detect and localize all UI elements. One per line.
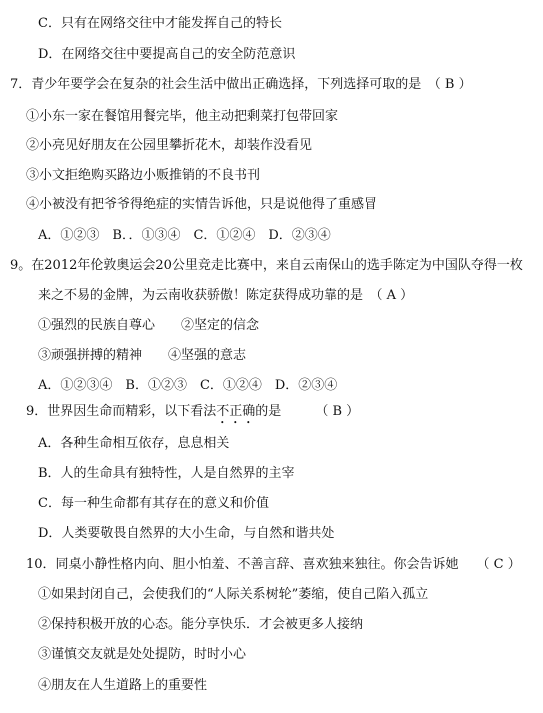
q7-options: A．①②③ B．．①③④ C．①②④ D．②③④ bbox=[38, 228, 331, 243]
q9b-answer: （ B ） bbox=[315, 404, 360, 419]
q9a-stem-line1: 9。在2012年伦敦奥运会20公里竞走比赛中，来自云南保山的选手陈定为中国队夺得一枚 bbox=[10, 258, 523, 273]
q7-item-4: ④小被没有把爷爷得绝症的实情告诉他，只是说他得了重感冒 bbox=[26, 197, 378, 212]
q10-item-1: ①如果封闭自己，会使我们的“人际关系树轮”萎缩，使自己陷入孤立 bbox=[38, 587, 429, 602]
q10-item-4: ④朋友在人生道路上的重要性 bbox=[38, 678, 208, 693]
q10-item-3: ③谨慎交友就是处处提防，时时小心 bbox=[38, 647, 247, 662]
q9b-option-d: D．人类要敬畏自然界的大小生命，与自然和谐共处 bbox=[38, 526, 335, 541]
q7-item-2: ②小亮见好朋友在公园里攀折花木，却装作没看见 bbox=[26, 138, 313, 153]
q9b-stem bbox=[26, 404, 359, 427]
q6-option-d: D．在网络交往中要提高自己的安全防范意识 bbox=[38, 47, 296, 62]
q9b-option-a: A．各种生命相互依存，息息相关 bbox=[38, 436, 230, 451]
q9a-stem-line2: 来之不易的金牌，为云南收获骄傲！陈定获得成功靠的是 （ A ） bbox=[38, 288, 414, 303]
q9b-stem-emphasis: 不正确 bbox=[216, 404, 256, 419]
q9a-items-3-4: ③顽强拼搏的精神 ④坚强的意志 bbox=[38, 348, 247, 363]
q10-stem-text: 10．同桌小静性格内向、胆小怕羞、不善言辞、喜欢独来独往。你会告诉她 bbox=[26, 557, 459, 572]
q7-item-3: ③小文拒绝购买路边小贩推销的不良书刊 bbox=[26, 168, 261, 183]
q10-item-2: ②保持积极开放的心态。能分享快乐．才会被更多人接纳 bbox=[38, 617, 364, 632]
q9b-option-c: C．每一种生命都有其存在的意义和价值 bbox=[38, 496, 269, 511]
q6-option-c: C．只有在网络交往中才能发挥自己的特长 bbox=[38, 16, 282, 31]
q10-answer: （ C ） bbox=[476, 557, 521, 572]
q9b-stem-suffix: 的是 bbox=[255, 404, 282, 419]
q9b-stem-prefix: 9．世界因生命而精彩，以下看法 bbox=[26, 404, 217, 419]
q9a-options: A．①②③④ B．①②③ C．①②④ D．②③④ bbox=[38, 378, 338, 393]
q7-stem: 7．青少年要学会在复杂的社会生活中做出正确选择，下列选择可取的是 （ B ） bbox=[10, 77, 472, 92]
q9a-items-1-2: ①强烈的民族自尊心 ②坚定的信念 bbox=[38, 318, 260, 333]
q7-item-1: ①小东一家在餐馆用餐完毕，他主动把剩菜打包带回家 bbox=[26, 109, 339, 124]
q10-stem bbox=[26, 557, 521, 573]
q9b-option-b: B．人的生命具有独特性，人是自然界的主宰 bbox=[38, 466, 295, 481]
